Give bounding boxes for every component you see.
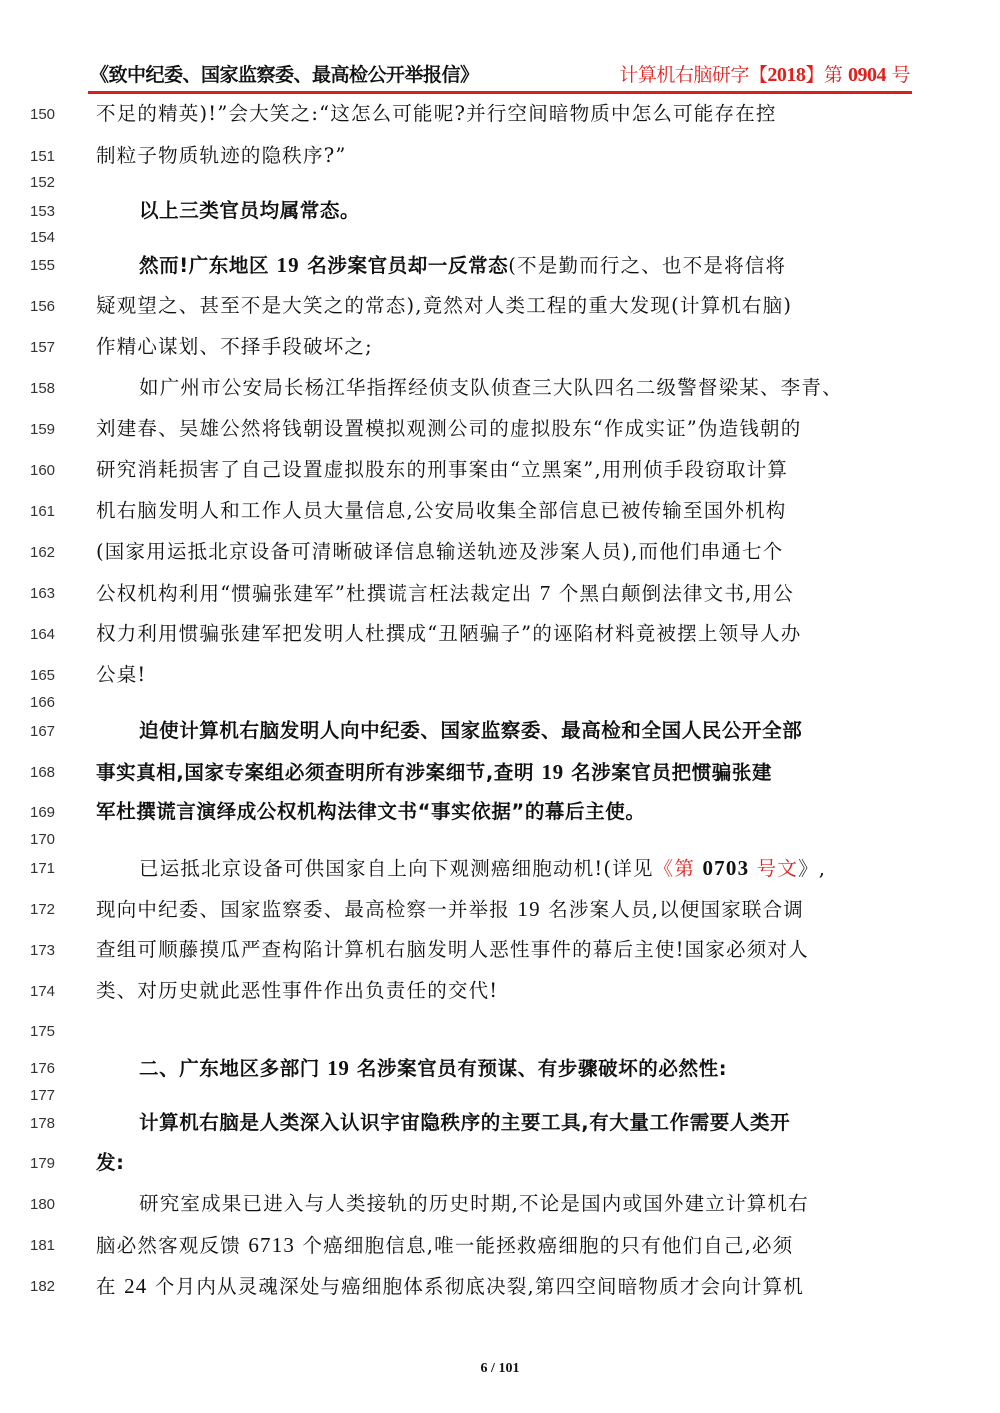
- reference-text: 《第: [653, 857, 703, 880]
- page-separator: /: [487, 1361, 499, 1376]
- bold-number: 19: [541, 760, 564, 784]
- line-number: 174: [30, 983, 56, 1000]
- line-number: 152: [30, 174, 56, 191]
- text-run: 现向中纪委、国家监察委、最高检察一并举报: [96, 898, 518, 921]
- bold-run: 名涉案官员把惯骗张建: [563, 761, 773, 784]
- text-line: 如广州市公安局长杨江华指挥经侦支队侦查三大队四名二级警督梁某、李青、: [139, 376, 843, 399]
- text-line: 研究室成果已进入与人类接轨的历史时期,不论是国内或国外建立计算机右: [139, 1192, 809, 1215]
- page-total: 101: [498, 1361, 520, 1376]
- line-number: 180: [30, 1196, 56, 1213]
- line-number: 170: [30, 831, 56, 848]
- doc-no: 0904: [847, 64, 886, 86]
- line-number: 155: [30, 257, 56, 274]
- line-number: 169: [30, 804, 56, 821]
- text-line: 制粒子物质轨迹的隐秩序?”: [96, 144, 347, 167]
- line-number: 151: [30, 148, 56, 165]
- text-line: 类、对历史就此恶性事件作出负责任的交代!: [96, 979, 499, 1002]
- text-line: [96, 759, 772, 786]
- line-number: 177: [30, 1087, 56, 1104]
- text-run: 脑必然客观反馈: [96, 1234, 249, 1257]
- text-line: 以上三类官员均属常态。: [139, 199, 361, 222]
- text-run: 个黑白颠倒法律文书,用公: [551, 582, 794, 605]
- number: 19: [517, 897, 541, 921]
- bold-number: 19: [327, 1056, 350, 1080]
- text-line: [96, 580, 794, 607]
- text-run: 公权机构利用“惯骗张建军”杜撰谎言枉法裁定出: [96, 582, 540, 605]
- line-number: 160: [30, 462, 56, 479]
- line-number: 172: [30, 901, 56, 918]
- bold-run: 事实真相,国家专案组必须查明所有涉案细节,查明: [96, 761, 542, 784]
- line-number: 166: [30, 694, 56, 711]
- line-number: 181: [30, 1237, 56, 1254]
- line-number: 157: [30, 339, 56, 356]
- text-line: 刘建春、吴雄公然将钱朝设置模拟观测公司的虚拟股东“作成实证”伪造钱朝的: [96, 417, 802, 440]
- bold-run: 然而!广东地区: [139, 254, 277, 277]
- text-run: 个月内从灵魂深处与癌细胞体系彻底决裂,第四空间暗物质才会向计算机: [147, 1275, 805, 1298]
- text-line: 机右脑发明人和工作人员大量信息,公安局收集全部信息已被传输至国外机构: [96, 499, 787, 522]
- line-number: 163: [30, 585, 56, 602]
- reference-text: 号文: [749, 857, 799, 880]
- text-line: 军杜撰谎言演绎成公权机构法律文书“事实依据”的幕后主使。: [96, 800, 646, 823]
- reference-number: 0703: [702, 856, 750, 880]
- line-number: 161: [30, 503, 56, 520]
- text-line: 研究消耗损害了自己设置虚拟股东的刑事案由“立黑案”,用刑侦手段窃取计算: [96, 458, 789, 481]
- line-number: 182: [30, 1278, 56, 1295]
- number: 6713: [248, 1233, 296, 1257]
- number: 7: [539, 581, 552, 605]
- line-number: 173: [30, 942, 56, 959]
- line-number: 153: [30, 203, 56, 220]
- line-number: 158: [30, 380, 56, 397]
- doc-year: 2018: [767, 64, 806, 86]
- text-line: 发:: [96, 1151, 125, 1174]
- line-number: 178: [30, 1115, 56, 1132]
- text-line: [96, 1273, 804, 1300]
- page-header: [90, 60, 910, 90]
- line-number: 164: [30, 626, 56, 643]
- line-number: 162: [30, 544, 56, 561]
- page-current: 6: [480, 1361, 488, 1376]
- text-run: 在: [96, 1275, 125, 1298]
- text-run: 已运抵北京设备可供国家自上向下观测癌细胞动机!(详见: [139, 857, 654, 880]
- doc-suffix: 号: [885, 64, 910, 86]
- line-number: 154: [30, 229, 56, 246]
- line-number: 171: [30, 860, 56, 877]
- text-run: 名涉案人员,以便国家联合调: [540, 898, 805, 921]
- text-run: 》,: [798, 857, 827, 880]
- line-number: 150: [30, 106, 56, 123]
- header-rule: [88, 91, 912, 94]
- text-line: [96, 1232, 793, 1259]
- text-line: 权力利用惯骗张建军把发明人杜撰成“丑陋骗子”的诬陷材料竟被摆上领导人办: [96, 622, 802, 645]
- text-line: (国家用运抵北京设备可清晰破译信息输送轨迹及涉案人员),而他们串通七个: [96, 540, 784, 563]
- line-number: 179: [30, 1155, 56, 1172]
- doc-mid: 】第: [805, 64, 848, 86]
- line-number: 159: [30, 421, 56, 438]
- text-line: 疑观望之、甚至不是大笑之的常态),竟然对人类工程的重大发现(计算机右脑): [96, 294, 793, 317]
- document-number: [619, 60, 910, 87]
- number: 24: [124, 1274, 148, 1298]
- text-line: 迫使计算机右脑发明人向中纪委、国家监察委、最高检和全国人民公开全部: [139, 719, 803, 742]
- text-line: 公桌!: [96, 663, 147, 686]
- text-line: 不足的精英)!”会大笑之:“这怎么可能呢?并行空间暗物质中怎么可能存在控: [96, 102, 777, 125]
- bold-run: 名涉案官员却一反常态: [299, 254, 509, 277]
- text-line: [96, 896, 804, 923]
- line-number: 167: [30, 723, 56, 740]
- doc-prefix: 计算机右脑研字【: [619, 64, 768, 86]
- bold-run: 名涉案官员有预谋、有步骤破坏的必然性:: [349, 1057, 728, 1080]
- bold-number: 19: [276, 253, 300, 277]
- text-line: 查组可顺藤摸瓜严查构陷计算机右脑发明人恶性事件的幕后主使!国家必须对人: [96, 938, 809, 961]
- text-line: 计算机右脑是人类深入认识宇宙隐秩序的主要工具,有大量工作需要人类开: [139, 1111, 791, 1134]
- page-footer: [0, 1361, 1000, 1377]
- line-number: 165: [30, 667, 56, 684]
- line-number: 156: [30, 298, 56, 315]
- line-number: 168: [30, 764, 56, 781]
- bold-run: 二、广东地区多部门: [139, 1057, 328, 1080]
- line-number: 176: [30, 1060, 56, 1077]
- text-run: (不是勤而行之、也不是将信将: [508, 254, 787, 277]
- document-title: 《致中纪委、国家监察委、最高检公开举报信》: [90, 64, 479, 86]
- text-line: 作精心谋划、不择手段破坏之;: [96, 335, 373, 358]
- text-run: 个癌细胞信息,唯一能拯救癌细胞的只有他们自己,必须: [295, 1234, 794, 1257]
- text-line: [139, 855, 826, 882]
- text-line: [139, 252, 786, 279]
- line-number: 175: [30, 1023, 56, 1040]
- section-heading: [139, 1055, 727, 1082]
- reference-link[interactable]: [654, 857, 798, 880]
